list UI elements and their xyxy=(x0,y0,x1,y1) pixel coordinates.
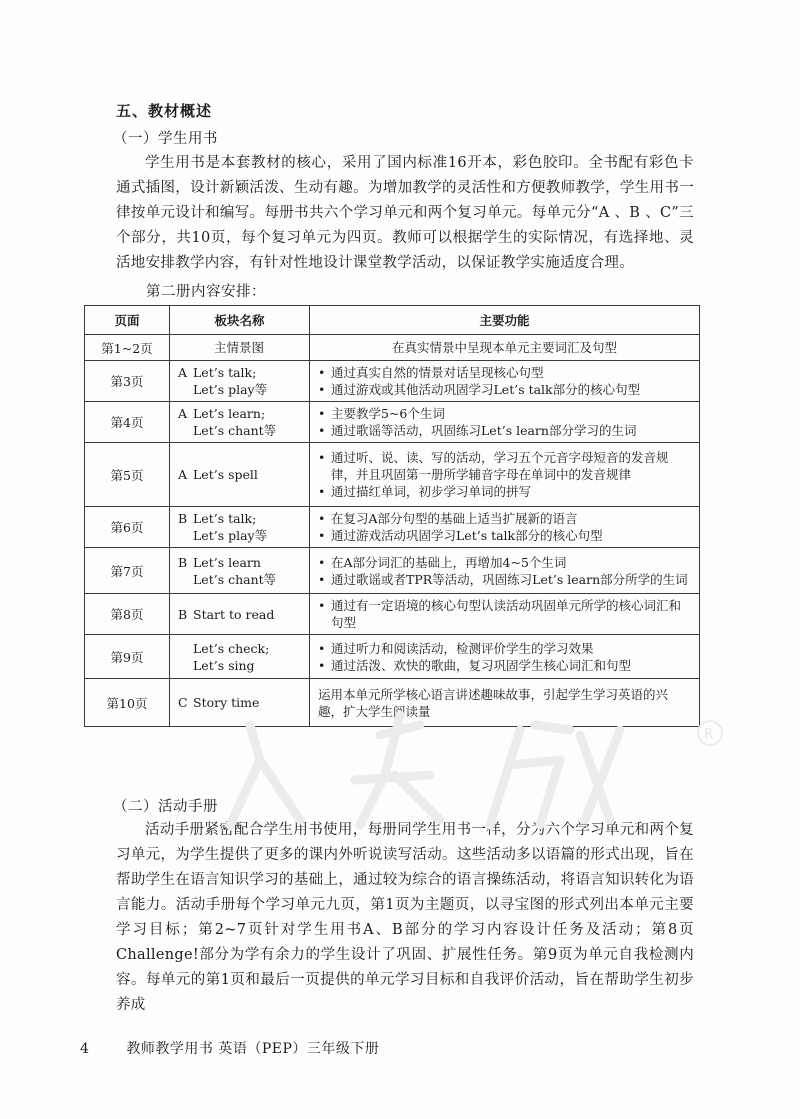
section-letter: B xyxy=(178,606,188,622)
section-line xyxy=(178,657,308,674)
section-name: Let’s sing xyxy=(193,657,255,673)
function-text: 在真实情景中呈现本单元主要词汇及句型 xyxy=(391,340,617,355)
table-row xyxy=(85,335,700,361)
function-list xyxy=(318,554,691,588)
section-line xyxy=(178,422,308,439)
function-list xyxy=(318,597,691,631)
table-row xyxy=(85,361,700,402)
section-line xyxy=(178,364,308,381)
section-name: Start to read xyxy=(193,606,275,622)
svg-text:R: R xyxy=(704,727,714,742)
section-letter: A xyxy=(178,365,188,380)
section-line xyxy=(178,405,308,422)
section-name: Let’s learn xyxy=(193,554,261,570)
section-name: Story time xyxy=(193,695,260,710)
cell-function xyxy=(310,594,700,635)
cell-function xyxy=(310,335,700,361)
section-line xyxy=(178,554,308,571)
function-list xyxy=(318,510,691,544)
cell-function xyxy=(310,548,700,594)
cell-section xyxy=(170,402,310,443)
cell-page: 第6页 xyxy=(85,507,170,548)
content-arrangement-table xyxy=(84,305,700,727)
function-item: • 通过听力和阅读活动，检测评价学生的学习效果 xyxy=(318,640,691,657)
section2-paragraph: 活动手册紧密配合学生用书使用，每册同学生用书一样，分为六个学习单元和两个复习单元，为学生提供了更多的课内外听说读写活动。这些活动多以语篇的形式出现，旨在帮助学生在语言知识学习的基础上，通过较为综合的语言操练活动，将语言知识转化为语言能力。活动手册每个学习单元九页，第1页为主题页，以寻宝图的形式列出本单元主要学习目标；第2~7页针对学生用书A、B部分的学习内容设计任务及活动；第8页Challenge!部分为学有余力的学生设计了巩固、扩展性任务。第9页为单元自我检测内容。每单元的第1页和最后一页提供的单元学习目标和自我评价活动，旨在帮助学生初步养成 xyxy=(116,822,694,1013)
section-line xyxy=(178,510,308,527)
cell-page: 第5页 xyxy=(85,443,170,507)
cell-function xyxy=(310,443,700,507)
cell-section xyxy=(170,635,310,679)
function-item: • 通过有一定语境的核心句型认读活动巩固单元所学的核心词汇和句型 xyxy=(318,597,691,631)
table-row xyxy=(85,679,700,727)
cell-page: 第8页 xyxy=(85,594,170,635)
function-item: • 通过游戏活动巩固学习Let’s talk部分的核心句型 xyxy=(318,527,691,544)
cell-page: 第10页 xyxy=(85,679,170,727)
cell-section xyxy=(170,548,310,594)
cell-section xyxy=(170,507,310,548)
table-header-row xyxy=(85,306,700,335)
cell-section xyxy=(170,679,310,727)
function-text: 运用本单元所学核心语言讲述趣味故事，引起学生学习英语的兴趣，扩大学生阅读量 xyxy=(318,686,669,719)
section2-title: （二）活动手册 xyxy=(113,799,218,815)
function-list xyxy=(318,449,691,500)
function-item: • 主要教学5~6个生词 xyxy=(318,405,691,422)
function-item: • 通过真实自然的情景对话呈现核心句型 xyxy=(318,364,691,381)
cell-page: 第9页 xyxy=(85,635,170,679)
cell-section xyxy=(170,361,310,402)
cell-section xyxy=(170,443,310,507)
book-title: 教师教学用书 英语（PEP）三年级下册 xyxy=(126,1041,380,1057)
section-letter: B xyxy=(178,511,188,526)
function-item: • 通过听、说、读、写的活动，学习五个元音字母短音的发音规律，并且巩固第一册所学辅音字母在单词中的发音规律 xyxy=(318,449,691,483)
cell-page: 第4页 xyxy=(85,402,170,443)
page-number: 4 xyxy=(80,1041,90,1057)
cell-page: 第7页 xyxy=(85,548,170,594)
cell-page: 第3页 xyxy=(85,361,170,402)
section-letter: C xyxy=(178,695,188,710)
function-item: • 通过歌谣或者TPR等活动，巩固练习Let’s learn部分所学的生词 xyxy=(318,571,691,588)
table-row xyxy=(85,635,700,679)
function-item: • 在A部分词汇的基础上，再增加4~5个生词 xyxy=(318,554,691,571)
section-line xyxy=(178,381,308,398)
header-section: 板块名称 xyxy=(170,306,310,335)
section-letter: B xyxy=(178,554,188,570)
cell-function xyxy=(310,635,700,679)
section-name: Let’s learn; xyxy=(193,406,266,421)
table-row xyxy=(85,507,700,548)
section-line xyxy=(170,339,308,356)
section-letter: A xyxy=(178,467,188,482)
cell-section xyxy=(170,594,310,635)
cell-section xyxy=(170,335,310,361)
table-caption: 第二册内容安排： xyxy=(146,284,266,300)
cell-page: 第1~2页 xyxy=(85,335,170,361)
section1-paragraph: 学生用书是本套教材的核心，采用了国内标准16开本，彩色胶印。全书配有彩色卡通式插图，设计新颖活泼、生动有趣。为增加教学的灵活性和方便教师教学，学生用书一律按单元设计和编写。每册书共六个学习单元和两个复习单元。每单元分“A 、B 、C”三个部分，共10页，每个复习单元为四页。教师可以根据学生的实际情况，有选择地、灵活地安排教学内容，有针对性地设计课堂教学活动，以保证教学实施适度合理。 xyxy=(116,155,694,271)
section-name: Let’s chant等 xyxy=(193,571,277,587)
header-page: 页面 xyxy=(85,306,170,335)
function-list xyxy=(318,640,691,674)
section-name: Let’s talk; xyxy=(193,365,257,380)
page-footer xyxy=(80,1038,379,1058)
cell-function xyxy=(310,679,700,727)
cell-function xyxy=(310,507,700,548)
section-line xyxy=(178,571,308,588)
section-name: Let’s play等 xyxy=(193,528,268,543)
table-body xyxy=(85,335,700,727)
table-row xyxy=(85,594,700,635)
header-function: 主要功能 xyxy=(310,306,700,335)
section-name: Let’s spell xyxy=(193,467,258,482)
cell-function xyxy=(310,361,700,402)
section-name: Let’s talk; xyxy=(193,511,257,526)
section-line xyxy=(178,694,308,711)
section-name: Let’s chant等 xyxy=(193,423,277,438)
table-row xyxy=(85,402,700,443)
cell-function xyxy=(310,402,700,443)
section1-title: （一）学生用书 xyxy=(113,131,218,147)
section-name: Let’s check; xyxy=(193,640,270,656)
section-line xyxy=(178,527,308,544)
section-line xyxy=(178,606,308,623)
section-line xyxy=(178,466,308,483)
function-list xyxy=(318,405,691,439)
function-item: • 在复习A部分句型的基础上适当扩展新的语言 xyxy=(318,510,691,527)
function-list xyxy=(318,364,691,398)
section-letter: A xyxy=(178,406,188,421)
function-item: • 通过活泼、欢快的歌曲，复习巩固学生核心词汇和句型 xyxy=(318,657,691,674)
function-item: • 通过歌谣等活动，巩固练习Let’s learn部分学习的生词 xyxy=(318,422,691,439)
section-line xyxy=(178,640,308,657)
function-item: • 通过描红单词，初步学习单词的拼写 xyxy=(318,483,691,500)
table-row xyxy=(85,443,700,507)
function-item: • 通过游戏或其他活动巩固学习Let’s talk部分的核心句型 xyxy=(318,381,691,398)
section-name: Let’s play等 xyxy=(193,382,268,397)
table-row xyxy=(85,548,700,594)
section-name: 主情景图 xyxy=(213,340,264,355)
chapter-heading: 五、教材概述 xyxy=(116,102,213,120)
